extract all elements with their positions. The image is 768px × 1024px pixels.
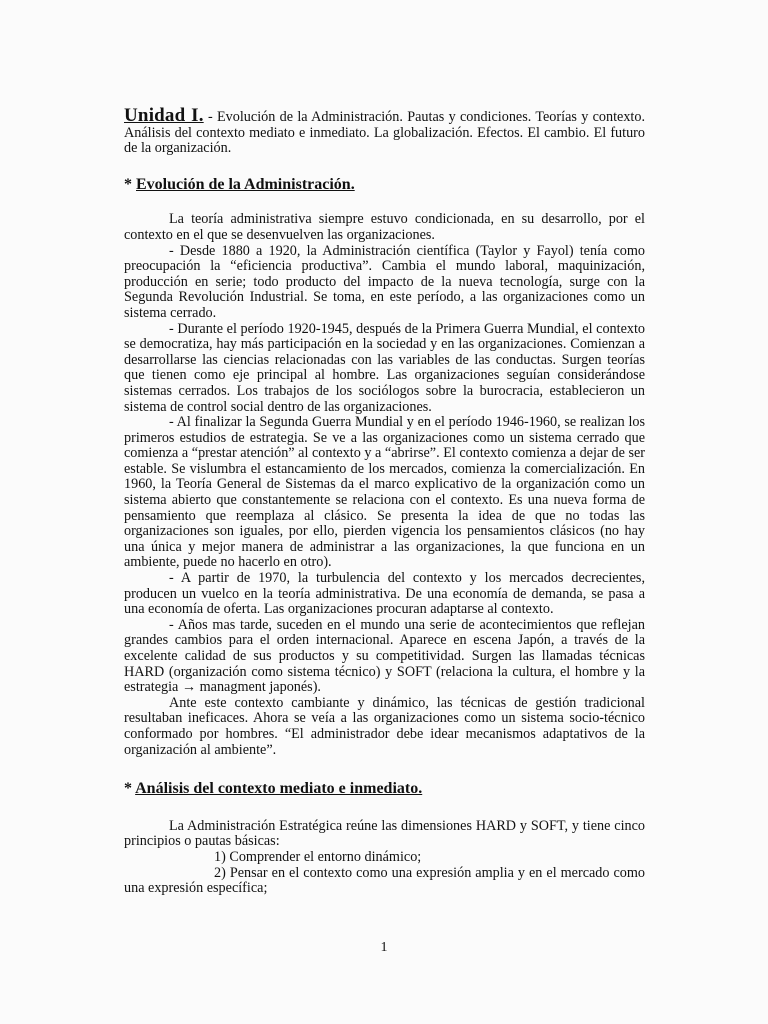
- paragraph: Ante este contexto cambiante y dinámico, las técnicas de gestión tradicional resultaban ineficaces. Ahora se veía a las organizaciones como un sistema socio-técnico conformado por hombres. “El administrador debe idear mecanismos adaptativos de la organización al ambiente”.: [124, 694, 645, 758]
- unit-header: [124, 105, 645, 157]
- paragraph: - Años mas tarde, suceden en el mundo una serie de acontecimientos que reflejan grandes cambios para el orden internacional. Aparece en escena Japón, a través de la excelente calidad de sus productos y su competitividad. Surgen las llamadas técnicas HARD (organización como sistema técnico) y SOFT (relaciona la cultura, el hombre y la estrategia → managment japonés).: [124, 616, 645, 696]
- section-title: Análisis del contexto mediato e inmediato.: [135, 780, 423, 798]
- list-item: 1) Comprender el entorno dinámico;: [214, 848, 422, 865]
- paragraph: - Durante el período 1920-1945, después de la Primera Guerra Mundial, el contexto se democratiza, hay más participación en la sociedad y en las organizaciones. Comienzan a desarrollarse las ciencias relacionadas con las variables de las conductas. Surgen teorías que tienen como eje principal al hombre. Las organizaciones seguían considerándose sistemas cerrados. Los trabajos de los sociólogos sobre la burocracia, establecieron un sistema de control social dentro de las organizaciones.: [124, 320, 645, 415]
- page-number: 1: [380, 940, 388, 955]
- paragraph: - Desde 1880 a 1920, la Administración científica (Taylor y Fayol) tenía como preocupación la “eficiencia productiva”. Cambia el mundo laboral, maquinización, producción en serie; todo producto del impacto de la nueva tecnología, surge con la Segunda Revolución Industrial. Se toma, en este período, a las organizaciones como un sistema cerrado.: [124, 242, 645, 321]
- unit-label: Unidad I.: [124, 105, 204, 126]
- paragraph: - Al finalizar la Segunda Guerra Mundial y en el período 1946-1960, se realizan los primeros estudios de estrategia. Se ve a las organizaciones como un sistema cerrado que comienza a “prestar atención” al contexto y a “abrirse”. El contexto comienza a dejar de ser estable. Se vislumbra el estancamiento de los mercados, comienza la comercialización. En 1960, la Teoría General de Sistemas da el marco explicativo de la organización como un sistema abierto que constantemente se relaciona con el contexto. Es una nueva forma de pensamiento que reemplaza al clásico. Se presenta la idea de que no todas las organizaciones son iguales, por ello, pierden vigencia los pensamientos clásicos (no hay una única y mejor manera de administrar a las organizaciones, la que funciona en un ambiente, puede no hacerlo en otro).: [124, 414, 645, 571]
- section-heading-analisis: [124, 781, 645, 797]
- section-heading-evolucion: [124, 177, 645, 193]
- paragraph: - A partir de 1970, la turbulencia del contexto y los mercados decrecientes, producen un vuelco en la teoría administrativa. De una economía de demanda, se pasa a una economía de oferta. Las organizaciones procuran adaptarse al contexto.: [124, 570, 645, 618]
- section-bullet: *: [124, 175, 136, 193]
- list-item: 2) Pensar en el contexto como una expresión amplia y en el mercado como una expresión específica;: [124, 864, 645, 897]
- page-content: [124, 105, 645, 897]
- section-bullet: *: [124, 780, 136, 798]
- section-title: Evolución de la Administración.: [136, 175, 355, 193]
- paragraph: La teoría administrativa siempre estuvo condicionada, en su desarrollo, por el contexto en el que se desenvuelven las organizaciones.: [124, 211, 645, 243]
- paragraph: La Administración Estratégica reúne las dimensiones HARD y SOFT, y tiene cinco principios o pautas básicas:: [124, 817, 645, 850]
- unit-description: - Evolución de la Administración. Pautas y condiciones. Teorías y contexto. Análisis del contexto mediato e inmediato. La globalización. Efectos. El cambio. El futuro de la organización.: [124, 109, 645, 157]
